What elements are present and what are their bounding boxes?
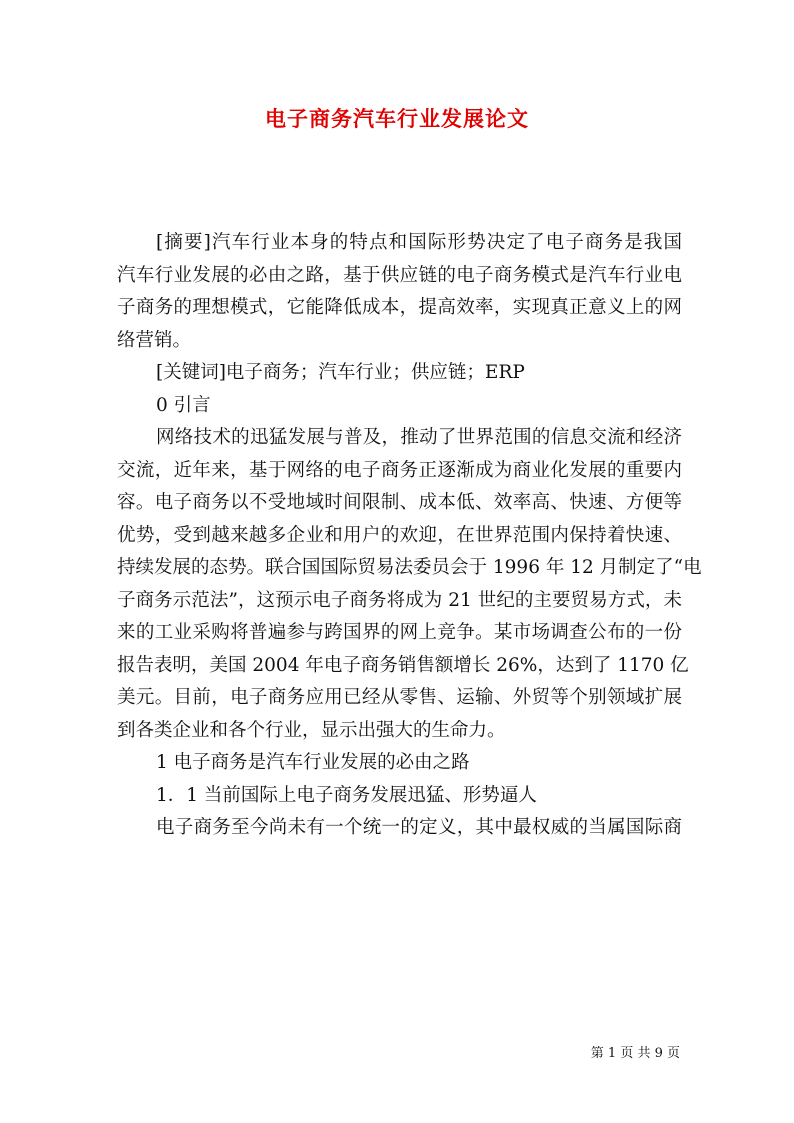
paragraph-line: 容。电子商务以不受地域时间限制、成本低、效率高、快速、方便等 xyxy=(117,492,682,513)
paragraph-line: 报告表明，美国 2004 年电子商务销售额增长 26%，达到了 1170 亿 xyxy=(117,654,689,676)
paragraph-line: 络营销。 xyxy=(117,329,192,351)
page-number: 第 1 页 共 9 页 xyxy=(590,1046,680,1061)
paragraph-line: 电子商务至今尚未有一个统一的定义，其中最权威的当属国际商 xyxy=(156,817,682,838)
paragraph-line: 汽车行业发展的必由之路，基于供应链的电子商务模式是汽车行业电 xyxy=(117,264,682,286)
paragraph-line: 到各类企业和各个行业，显示出强大的生命力。 xyxy=(117,719,506,741)
paragraph-line: 子商务示范法”，这预示电子商务将成为 21 世纪的主要贸易方式，未 xyxy=(117,589,682,611)
paragraph-line: 来的工业采购将普遍参与跨国界的网上竞争。某市场调查公布的一份 xyxy=(117,622,682,643)
paragraph-line: 持续发展的态势。联合国国际贸易法委员会于 1996 年 12 月制定了“电 xyxy=(117,557,702,578)
subsection-heading: 1．1 当前国际上电子商务发展迅猛、形势逼人 xyxy=(156,784,537,806)
section-heading: 0 引言 xyxy=(156,394,211,416)
document-title: 电子商务汽车行业发展论文 xyxy=(265,106,529,131)
paragraph-line: 交流，近年来，基于网络的电子商务正逐渐成为商业化发展的重要内 xyxy=(117,459,682,481)
paragraph-line: 网络技术的迅猛发展与普及，推动了世界范围的信息交流和经济 xyxy=(156,427,682,448)
document-body xyxy=(117,227,702,845)
paragraph-line: 优势，受到越来越多企业和用户的欢迎，在世界范围内保持着快速、 xyxy=(117,524,682,546)
paragraph-line: [摘要]汽车行业本身的特点和国际形势决定了电子商务是我国 xyxy=(156,232,682,253)
paragraph-line: 美元。目前，电子商务应用已经从零售、运输、外贸等个别领域扩展 xyxy=(117,687,682,708)
section-heading: 1 电子商务是汽车行业发展的必由之路 xyxy=(156,752,470,773)
keywords-line: [关键词]电子商务；汽车行业；供应链；ERP xyxy=(156,362,525,383)
paragraph-line: 子商务的理想模式，它能降低成本，提高效率，实现真正意义上的网 xyxy=(117,297,682,318)
